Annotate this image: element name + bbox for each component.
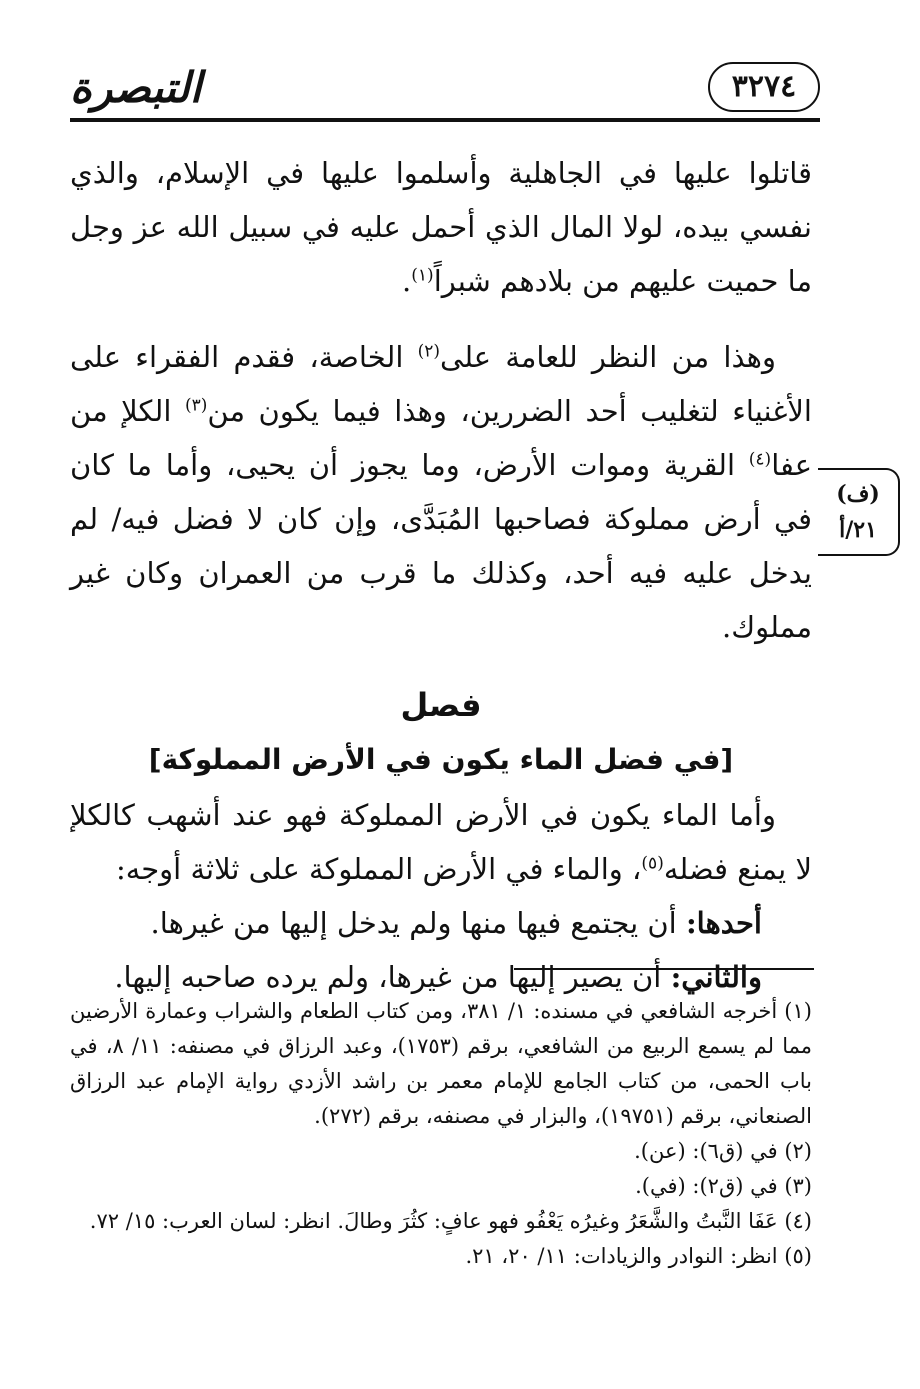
footnote-4: (٤) عَفَا النَّبتُ والشَّعَرُ وغيرُه يَعْفُو فهو عافٍ: كثُرَ وطالَ. انظر: لسان العرب: ١٥/ ٧٢. — [89, 1209, 812, 1233]
margin-manuscript-reference — [818, 468, 900, 556]
margin-note-line1: (ف) — [836, 481, 880, 507]
footnote-2: (٢) في (ق٦): (عن). — [634, 1139, 812, 1163]
list-item-label: والثاني: — [670, 960, 762, 994]
section-heading: فصل — [400, 686, 482, 724]
paragraph-1-end: . — [402, 264, 412, 298]
paragraph-1-text: قاتلوا عليها في الجاهلية وأسلموا عليها في الإسلام، والذي نفسي بيده، لولا المال الذي أحمل عليه في سبيل الله عز وجل ما حميت عليهم من بلادهم شبراً — [70, 156, 812, 298]
footnote-ref-5: (٥) — [641, 853, 664, 874]
footnote-ref-3: (٣) — [184, 395, 208, 416]
main-text — [70, 146, 812, 1004]
footnote-separator — [514, 968, 814, 970]
list-item-label: أحدها: — [685, 906, 762, 940]
paragraph-2 — [70, 330, 812, 680]
paragraph-2-text-c: الكلإ من عفا — [70, 394, 812, 482]
header-rule — [70, 118, 820, 122]
paragraph-3-text-b: ، والماء في الأرض المملوكة على ثلاثة أوجه: — [115, 852, 642, 886]
paragraph-1 — [70, 146, 812, 330]
paragraph-2-text-a: وهذا من النظر للعامة على — [440, 340, 776, 374]
footnote-ref-4: (٤) — [748, 449, 772, 470]
list-item-text: أن يجتمع فيها منها ولم يدخل إليها من غيرها. — [150, 906, 686, 940]
paragraph-2-text-b: الخاصة، فقدم الفقراء على الأغنياء لتغليب أحد الضررين، وهذا فيما يكون من — [70, 340, 812, 428]
footnote-ref-2: (٢) — [417, 341, 441, 362]
margin-note-line2: ٢١/أ — [839, 517, 877, 543]
footnote-5: (٥) انظر: النوادر والزيادات: ١١/ ٢٠، ٢١. — [465, 1244, 812, 1268]
paragraph-3 — [70, 788, 812, 896]
footnote-1: (١) أخرجه الشافعي في مسنده: ١/ ٣٨١، ومن كتاب الطعام والشراب وعمارة الأرضين مما لم يسمع الربيع من الشافعي، برقم (١٧٥٣)، وعبد الرزاق في مصنفه: ١١/ ٨، في باب الحمى، من كتاب الجامع للإمام معمر بن راشد الأزدي رواية الإمام عبد الرزاق الصنعاني، برقم (١٩٧٥١)، والبزار في مصنفه، برقم (٢٧٢). — [70, 999, 812, 1128]
footnote-ref-1: (١) — [411, 265, 434, 286]
page-number: ٣٢٧٤ — [708, 62, 820, 112]
paragraph-2-text-d: القرية وموات الأرض، وما يجوز أن يحيى، وأما ما كان في أرض مملوكة فصاحبها المُبَدَّى، وإن كان لا فضل فيه/ لم يدخل عليه فيه أحد، وكذلك ما قرب من العمران وكان غير مملوك. — [70, 448, 812, 644]
book-title: التبصرة — [70, 63, 202, 112]
paragraph-3-text-a: وأما الماء يكون في الأرض المملوكة فهو عند أشهب كالكلإ لا يمنع فضله — [70, 798, 812, 886]
footnote-3: (٣) في (ق٢): (في). — [635, 1174, 812, 1198]
list-item — [70, 896, 812, 950]
page-header — [70, 60, 820, 126]
list-item-text: أن يصير إليها من غيرها، ولم يرده صاحبه إليها. — [114, 960, 671, 994]
footnotes — [70, 994, 812, 1274]
section-subheading: [في فضل الماء يكون في الأرض المملوكة] — [148, 743, 734, 776]
